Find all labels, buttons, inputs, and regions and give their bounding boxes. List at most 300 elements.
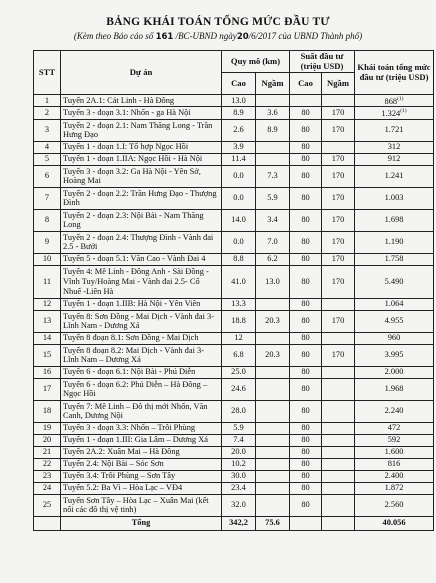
row-project-name-text: Tuyến 2 - đoạn 2.3: Nội Bài - Nam Thăng Long [63,210,204,230]
row-total-investment-text: 1.241 [384,171,404,181]
table-row [34,344,434,366]
row-project-name-text: Tuyến 5.2: Ba Vì – Hòa Lạc – VĐ4 [63,483,183,493]
row-project-name [61,366,222,378]
total-label: Tổng [61,516,222,530]
row-total-investment-text: 1.872 [384,483,404,493]
table-row [34,153,434,165]
subtitle-prefix: (Kèm theo Báo cáo số [73,31,154,41]
row-elevated-km-text: 6.8 [233,350,244,360]
row-underground-km [256,141,290,153]
col-rate-header: Suất đầu tư (triệu USD) [290,51,355,73]
row-project-name [61,107,222,119]
row-stt-text: 17 [42,384,52,394]
row-stt [34,141,61,153]
row-project-name [61,153,222,165]
row-total-investment-text: 816 [387,459,401,469]
row-total-investment [355,265,434,298]
row-elevated-km-text: 13.0 [231,95,246,105]
row-total-investment-text: 1.064 [384,299,404,309]
total-underground-km: 75.6 [256,516,290,530]
row-total-investment [355,253,434,265]
row-stt-text: 14 [42,333,52,343]
row-elevated-km-text: 2.6 [233,125,244,135]
row-underground-km [256,153,290,165]
row-rate-elevated [290,187,322,209]
row-underground-km [256,366,290,378]
row-total-investment [355,119,434,141]
table-row [34,366,434,378]
row-rate-elevated [290,107,322,119]
table-row [34,119,434,141]
row-total-investment [355,494,434,516]
footnote-marker: (1) [400,108,407,115]
row-project-name [61,434,222,446]
row-project-name-text: Tuyến 2 - đoạn 2.4: Thượng Đình - Vành đai 2.5 - Bưởi [63,232,214,252]
row-stt [34,253,61,265]
row-stt [34,400,61,422]
row-rate-elevated [290,434,322,446]
row-total-investment-text: 1.758 [384,254,404,264]
row-stt [34,95,61,107]
row-rate-elevated-text: 80 [301,500,310,510]
row-total-investment-text: 2.000 [384,367,404,377]
row-total-investment-text: 312 [387,142,401,152]
row-stt [34,482,61,494]
row-project-name [61,332,222,344]
row-rate-elevated [290,165,322,187]
col-scale-elevated: Cao [222,73,256,95]
total-investment: 40.056 [355,516,434,530]
row-rate-underground-text: 170 [331,276,345,286]
col-rate-underground: Ngầm [322,73,355,95]
row-rate-underground [322,422,355,434]
row-total-investment-text: 1.968 [384,384,404,394]
row-stt-text: 2 [44,108,50,118]
row-rate-elevated [290,310,322,332]
row-rate-elevated [290,265,322,298]
row-rate-underground-text: 170 [331,254,345,264]
row-project-name-text: Tuyến 8 đoạn 8.2: Mai Dịch - Vành đai 3- Lĩnh Nam – Dương Xá [63,345,204,365]
col-project-header: Dự án [61,51,222,95]
row-total-investment [355,141,434,153]
row-project-name-text: Tuyến 1 - đoạn 1.III: Gia Lâm – Dương Xá [63,435,208,445]
row-stt-text: 16 [42,367,52,377]
row-rate-elevated [290,344,322,366]
row-project-name-text: Tuyến 3 - đoạn 3.1: Nhổn - ga Hà Nội [63,108,191,118]
row-total-investment [355,458,434,470]
row-rate-elevated-text: 80 [301,316,310,326]
row-rate-elevated-text: 80 [301,193,310,203]
row-underground-km [256,458,290,470]
subtitle-suffix: /6/2017 của UBND Thành phố) [248,31,363,41]
row-underground-km-text: 13.0 [265,276,280,286]
row-total-investment [355,482,434,494]
row-rate-underground [322,446,355,458]
row-stt [34,153,61,165]
row-stt-text: 11 [42,276,52,286]
row-stt [34,265,61,298]
row-total-investment [355,400,434,422]
row-underground-km [256,470,290,482]
row-rate-underground [322,298,355,310]
row-rate-elevated-text: 80 [301,254,310,264]
table-row [34,209,434,231]
table-row [34,298,434,310]
row-underground-km-text: 6.2 [267,254,278,264]
table-row [34,378,434,400]
row-rate-underground-text: 170 [331,125,345,135]
row-elevated-km-text: 13.3 [231,299,246,309]
col-scale-header: Quy mô (km) [222,51,290,73]
row-total-investment [355,310,434,332]
row-underground-km [256,446,290,458]
row-project-name-text: Tuyến 5 - đoạn 5.1: Văn Cao - Vành Đai 4 [63,254,206,264]
row-project-name-text: Tuyến 3 - đoạn 3.3: Nhổn – Trôi Phùng [63,423,196,433]
row-elevated-km-text: 3.9 [233,142,244,152]
row-elevated-km-text: 25.0 [231,367,246,377]
row-elevated-km [222,458,256,470]
row-rate-underground [322,470,355,482]
row-project-name [61,344,222,366]
row-project-name-text: Tuyến 8: Sơn Đồng - Mai Dịch - Vành đai 3- Lĩnh Nam - Dương Xá [63,311,214,331]
row-project-name [61,446,222,458]
row-rate-underground [322,153,355,165]
row-elevated-km [222,107,256,119]
row-project-name [61,422,222,434]
row-project-name [61,458,222,470]
row-project-name-text: Tuyến 7: Mê Linh – Đô thị mới Nhổn, Văn Canh, Dương Nội [63,401,208,421]
row-rate-elevated [290,332,322,344]
row-elevated-km-text: 0.0 [233,237,244,247]
row-stt-text: 20 [42,435,52,445]
row-rate-underground-text: 170 [331,350,345,360]
table-body [34,95,434,517]
row-rate-elevated-text: 80 [301,459,310,469]
row-elevated-km [222,494,256,516]
row-rate-elevated [290,253,322,265]
row-project-name [61,253,222,265]
row-project-name [61,298,222,310]
row-project-name [61,310,222,332]
table-row [34,310,434,332]
row-total-investment [355,153,434,165]
table-row [34,231,434,253]
row-stt-text: 23 [42,471,52,481]
row-elevated-km [222,165,256,187]
row-elevated-km [222,332,256,344]
row-project-name-text: Tuyến 6 - đoạn 6.1: Nội Bài - Phú Diễn [63,367,196,377]
row-project-name [61,231,222,253]
row-stt [34,470,61,482]
row-elevated-km [222,482,256,494]
row-elevated-km [222,95,256,107]
row-project-name-text: Tuyến 1 - đoạn 1.IIB: Hà Nội - Yên Viên [63,299,201,309]
row-rate-underground-text: 170 [331,237,345,247]
row-underground-km-text: 3.4 [267,215,278,225]
row-rate-elevated [290,482,322,494]
row-project-name [61,165,222,187]
row-elevated-km-text: 20.0 [231,447,246,457]
row-project-name [61,482,222,494]
row-project-name [61,95,222,107]
col-rate-elevated: Cao [290,73,322,95]
row-stt-text: 24 [42,483,52,493]
row-rate-elevated [290,141,322,153]
row-total-investment [355,446,434,458]
row-stt [34,458,61,470]
col-total-header: Khái toán tổng mức đầu tư (triệu USD) [355,51,434,95]
row-elevated-km-text: 32.0 [231,500,246,510]
row-elevated-km [222,310,256,332]
row-stt [34,209,61,231]
row-stt-text: 18 [42,406,52,416]
row-total-investment [355,107,434,119]
row-underground-km [256,400,290,422]
row-stt-text: 4 [44,142,50,152]
table-row [34,332,434,344]
table-row [34,141,434,153]
row-rate-elevated [290,400,322,422]
row-stt [34,434,61,446]
row-total-investment-text: 868 [384,96,398,106]
row-underground-km [256,434,290,446]
row-rate-underground [322,141,355,153]
row-rate-elevated-text: 80 [301,276,310,286]
row-project-name-text: Tuyến 4: Mê Linh - Đông Anh - Sài Đồng - Vĩnh Tuy/Hoàng Mai - Vành đai 2.5- Cổ Nhuế -Liên Hà [63,267,209,296]
row-rate-underground-text: 170 [331,108,345,118]
row-rate-elevated [290,458,322,470]
row-total-investment [355,95,434,107]
row-rate-elevated-text: 80 [301,215,310,225]
row-rate-elevated-text: 80 [301,367,310,377]
table-row [34,494,434,516]
row-underground-km [256,165,290,187]
row-rate-underground [322,265,355,298]
row-underground-km [256,95,290,107]
subtitle-middle: /BC-UBND ngày [175,31,237,41]
row-total-investment-text: 592 [387,435,401,445]
row-underground-km [256,253,290,265]
row-underground-km-text: 20.3 [265,350,280,360]
row-rate-elevated-text: 80 [301,142,310,152]
table-row [34,253,434,265]
row-rate-underground [322,366,355,378]
row-stt-text: 7 [44,193,50,203]
row-rate-underground-text: 170 [331,171,345,181]
row-rate-elevated [290,446,322,458]
row-underground-km [256,378,290,400]
row-elevated-km [222,119,256,141]
row-stt-text: 13 [42,316,52,326]
row-underground-km [256,298,290,310]
row-project-name-text: Tuyến 2A.2: Xuân Mai – Hà Đông [63,447,180,457]
row-stt-text: 6 [44,171,50,181]
row-elevated-km-text: 7.4 [233,435,244,445]
row-rate-underground [322,119,355,141]
row-total-investment [355,209,434,231]
row-rate-underground [322,95,355,107]
row-stt-text: 25 [42,500,52,510]
row-elevated-km-text: 10.2 [231,459,246,469]
row-total-investment-text: 1.190 [384,237,404,247]
row-rate-elevated [290,470,322,482]
row-project-name-text: Tuyến 1 - đoạn 1.IIA: Ngọc Hồi - Hà Nội [63,154,203,164]
row-total-investment-text: 2.560 [384,500,404,510]
row-rate-elevated [290,494,322,516]
row-rate-underground [322,165,355,187]
total-row [34,516,434,530]
row-elevated-km-text: 14.0 [231,215,246,225]
row-stt-text: 8 [44,215,50,225]
row-rate-underground-text: 170 [331,154,345,164]
investment-table [33,50,434,531]
row-rate-elevated-text: 80 [301,406,310,416]
row-stt [34,187,61,209]
row-underground-km [256,422,290,434]
row-rate-underground [322,253,355,265]
row-stt-text: 19 [42,423,52,433]
row-rate-elevated [290,378,322,400]
col-stt-header: STT [34,51,61,95]
row-rate-elevated-text: 80 [301,471,310,481]
row-stt [34,231,61,253]
row-rate-underground [322,400,355,422]
row-total-investment [355,344,434,366]
row-underground-km [256,344,290,366]
row-rate-underground-text: 170 [331,193,345,203]
row-elevated-km [222,265,256,298]
row-project-name [61,400,222,422]
row-underground-km [256,494,290,516]
table-row [34,187,434,209]
row-stt-text: 9 [44,237,50,247]
row-rate-elevated [290,119,322,141]
row-rate-elevated [290,231,322,253]
document-title: BẢNG KHÁI TOÁN TỔNG MỨC ĐẦU TƯ [106,16,330,28]
row-elevated-km [222,378,256,400]
row-rate-underground [322,434,355,446]
col-scale-underground: Ngầm [256,73,290,95]
row-underground-km [256,107,290,119]
row-elevated-km-text: 24.6 [231,384,246,394]
row-total-investment [355,470,434,482]
row-rate-underground [322,209,355,231]
row-total-investment [355,165,434,187]
row-elevated-km [222,187,256,209]
row-stt [34,366,61,378]
row-underground-km [256,209,290,231]
row-total-investment-text: 1.721 [384,125,404,135]
row-project-name-text: Tuyến 6 - đoạn 6.2: Phú Diễn – Hà Đông – Ngọc Hồi [63,379,208,399]
row-project-name-text: Tuyến 8 đoạn 8.1: Sơn Đồng - Mai Dịch [63,333,199,343]
table-row [34,422,434,434]
row-total-investment [355,298,434,310]
row-total-investment [355,187,434,209]
total-elevated-km: 342,2 [222,516,256,530]
row-total-investment [355,434,434,446]
row-elevated-km-text: 18.8 [231,316,246,326]
row-stt [34,298,61,310]
table-row [34,446,434,458]
row-underground-km [256,119,290,141]
row-rate-elevated-text: 80 [301,447,310,457]
row-stt-text: 1 [44,95,50,105]
row-elevated-km-text: 8.9 [233,108,244,118]
row-project-name [61,470,222,482]
report-number: 161 [155,32,174,42]
row-underground-km-text: 8.9 [267,125,278,135]
row-stt [34,446,61,458]
document-subtitle [0,31,436,42]
row-rate-underground-text: 170 [331,215,345,225]
row-elevated-km [222,253,256,265]
row-elevated-km-text: 0.0 [233,171,244,181]
row-total-investment-text: 472 [387,423,401,433]
row-total-investment-text: 1.003 [384,193,404,203]
row-stt-text: 15 [42,350,52,360]
row-elevated-km [222,153,256,165]
row-rate-underground [322,310,355,332]
row-rate-elevated-text: 80 [301,299,310,309]
row-stt [34,494,61,516]
row-elevated-km [222,434,256,446]
row-total-investment [355,231,434,253]
row-stt-text: 3 [44,125,50,135]
row-total-investment [355,422,434,434]
row-rate-underground [322,482,355,494]
row-project-name [61,141,222,153]
row-elevated-km [222,344,256,366]
row-underground-km [256,310,290,332]
row-rate-elevated-text: 80 [301,483,310,493]
row-elevated-km [222,446,256,458]
row-stt [34,310,61,332]
row-total-investment-text: 960 [387,333,401,343]
row-rate-underground [322,107,355,119]
row-underground-km [256,482,290,494]
row-rate-elevated-text: 80 [301,435,310,445]
row-project-name [61,187,222,209]
table-row [34,400,434,422]
table-row [34,107,434,119]
row-stt [34,344,61,366]
row-project-name-text: Tuyến 2 - đoạn 2.2: Trần Hưng Đạo - Thượng Đình [63,188,217,208]
row-elevated-km [222,470,256,482]
row-stt-text: 5 [44,154,50,164]
table-row [34,458,434,470]
row-stt [34,107,61,119]
row-total-investment-text: 1.600 [384,447,404,457]
row-stt-text: 12 [42,299,52,309]
row-total-investment-text: 1.698 [384,215,404,225]
table-row [34,470,434,482]
row-elevated-km [222,141,256,153]
row-stt [34,378,61,400]
row-rate-underground [322,332,355,344]
row-rate-elevated-text: 80 [301,171,310,181]
row-total-investment-text: 2.240 [384,406,404,416]
row-rate-underground [322,344,355,366]
table-row [34,165,434,187]
row-rate-elevated-text: 80 [301,108,310,118]
row-total-investment [355,332,434,344]
row-rate-elevated [290,298,322,310]
row-underground-km-text: 5.9 [267,193,278,203]
row-rate-elevated [290,153,322,165]
row-project-name [61,378,222,400]
row-stt [34,119,61,141]
row-stt-text: 21 [42,447,52,457]
